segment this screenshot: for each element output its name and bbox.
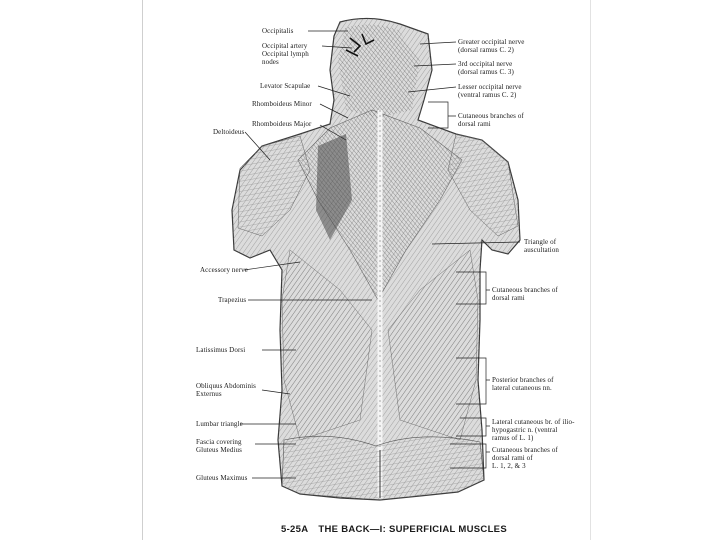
label-lesser-occipital-nerve: Lesser occipital nerve (ventral ramus C. 2): [458, 83, 522, 99]
label-lateral-cutaneous-iliohypogastric: Lateral cutaneous br. of ilio- hypogastric n. (ventral ramus of L. 1): [492, 418, 575, 442]
label-posterior-lateral-cutaneous: Posterior branches of lateral cutaneous nn.: [492, 376, 554, 392]
label-gluteus-maximus: Gluteus Maximus: [196, 474, 248, 482]
figure-title: THE BACK—I: SUPERFICIAL MUSCLES: [318, 524, 507, 535]
label-latissimus-dorsi: Latissimus Dorsi: [196, 346, 246, 354]
label-cutaneous-dorsal-rami-lumbar: Cutaneous branches of dorsal rami of L. 1, 2, & 3: [492, 446, 558, 470]
label-greater-occipital-nerve: Greater occipital nerve (dorsal ramus C. 2): [458, 38, 525, 54]
figure-caption: [281, 524, 517, 535]
label-lumbar-triangle: Lumbar triangle: [196, 420, 243, 428]
label-fascia-gluteus-medius: Fascia covering Gluteus Medius: [196, 438, 242, 454]
label-deltoideus: Deltoideus: [213, 128, 245, 136]
label-cutaneous-dorsal-rami-mid: Cutaneous branches of dorsal rami: [492, 286, 558, 302]
label-cutaneous-dorsal-rami-upper: Cutaneous branches of dorsal rami: [458, 112, 524, 128]
label-obliquus-abdominis: Obliquus Abdominis Externus: [196, 382, 256, 398]
label-occipital-artery: Occipital artery Occipital lymph nodes: [262, 42, 309, 66]
label-levator-scapulae: Levator Scapulae: [260, 82, 311, 90]
label-triangle-auscultation: Triangle of auscultation: [524, 238, 560, 254]
label-occipitalis: Occipitalis: [262, 27, 294, 35]
figure-number: 5-25A: [281, 524, 309, 535]
label-trapezius: Trapezius: [218, 296, 247, 304]
label-accessory-nerve: Accessory nerve: [200, 266, 248, 274]
label-rhomboideus-major: Rhomboideus Major: [252, 120, 312, 128]
label-third-occipital-nerve: 3rd occipital nerve (dorsal ramus C. 3): [458, 60, 514, 76]
label-rhomboideus-minor: Rhomboideus Minor: [252, 100, 312, 108]
